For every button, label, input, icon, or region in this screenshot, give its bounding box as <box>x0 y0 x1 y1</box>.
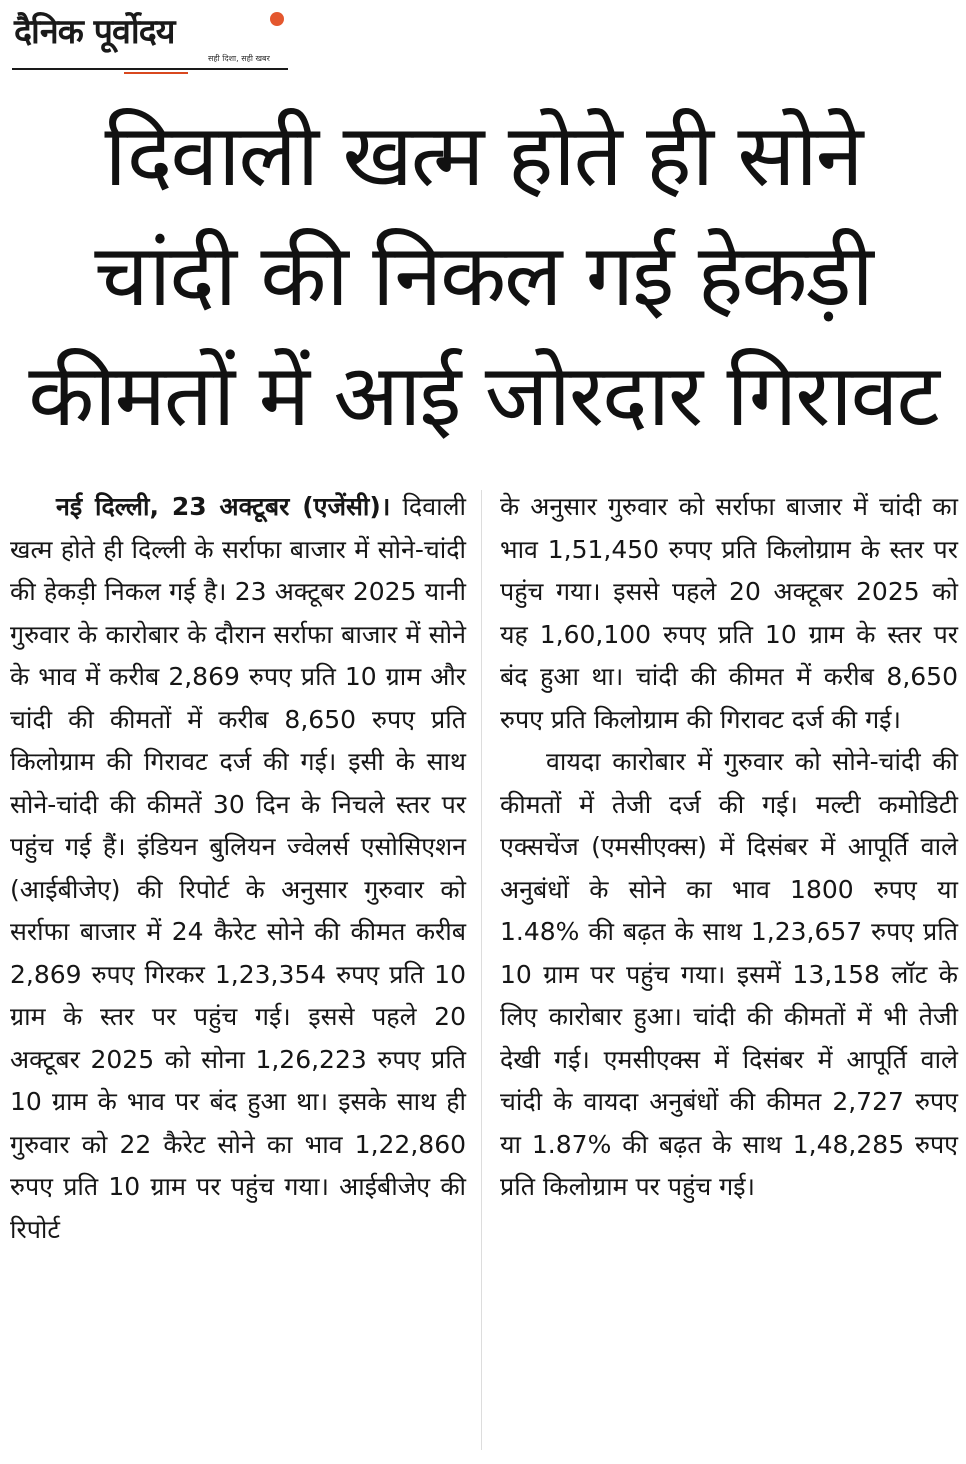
article-column-right <box>500 486 958 1209</box>
masthead-accent-line <box>124 72 188 74</box>
logo-dot-icon <box>270 12 284 26</box>
masthead-rule <box>12 68 288 70</box>
column-divider <box>481 490 482 1450</box>
article-paragraph-1 <box>10 486 466 1251</box>
article-column-left <box>10 486 466 1251</box>
newspaper-tagline: सही दिशा, सही खबर <box>208 54 270 63</box>
headline-line-2: चांदी की निकल गई हेकड़ी <box>94 226 872 326</box>
dateline: नई दिल्ली, 23 अक्टूबर (एजेंसी)। <box>56 492 391 521</box>
headline <box>0 96 966 456</box>
article-paragraph-1-continued: के अनुसार गुरुवार को सर्राफा बाजार में चांदी का भाव 1,51,450 रुपए प्रति किलोग्राम के स्तर पर पहुंच गया। इससे पहले 20 अक्टूबर 2025 को यह 1,60,100 रुपए प्रति 10 ग्राम के स्तर पर बंद हुआ था। चांदी की कीमत में करीब 8,650 रुपए प्रति किलोग्राम की गिरावट दर्ज की गई। <box>500 492 958 734</box>
headline-line-1: दिवाली खत्म होते ही सोने <box>104 106 862 206</box>
headline-line-3: कीमतों में आई जोरदार गिरावट <box>28 346 938 446</box>
article-paragraph-2: वायदा कारोबार में गुरुवार को सोने-चांदी की कीमतों में तेजी दर्ज की गई। मल्टी कमोडिटी एक्सचेंज (एमसीएक्स) में दिसंबर में आपूर्ति वाले अनुबंधों के सोने का भाव 1800 रुपए या 1.48% की बढ़त के साथ 1,23,657 रुपए प्रति 10 ग्राम पर पहुंच गया। इसमें 13,158 लॉट के लिए कारोबार हुआ। चांदी की कीमतों में भी तेजी देखी गई। एमसीएक्स में दिसंबर में आपूर्ति वाले चांदी के वायदा अनुबंधों की कीमत 2,727 रुपए या 1.87% की बढ़त के साथ 1,48,285 रुपए प्रति किलोग्राम पर पहुंच गई। <box>500 747 958 1201</box>
newspaper-name: दैनिक पूर्वोदय <box>14 12 175 52</box>
masthead <box>12 8 288 74</box>
article-paragraph-1-text: दिवाली खत्म होते ही दिल्ली के सर्राफा बाजार में सोने-चांदी की हेकड़ी निकल गई है। 23 अक्टूबर 2025 यानी गुरुवार के कारोबार के दौरान सर्राफा बाजार में सोने के भाव में करीब 2,869 रुपए प्रति 10 ग्राम और चांदी की कीमतों में करीब 8,650 रुपए प्रति किलोग्राम की गिरावट दर्ज की गई। इसी के साथ सोने-चांदी की कीमतें 30 दिन के निचले स्तर पर पहुंच गई हैं। इंडियन बुलियन ज्वेलर्स एसोसिएशन (आईबीजेए) की रिपोर्ट के अनुसार गुरुवार को सर्राफा बाजार में 24 कैरेट सोने की कीमत करीब 2,869 रुपए गिरकर 1,23,354 रुपए प्रति 10 ग्राम के स्तर पर पहुंच गई। इससे पहले 20 अक्टूबर 2025 को सोना 1,26,223 रुपए प्रति 10 ग्राम के भाव पर बंद हुआ था। इसके साथ ही गुरुवार को 22 कैरेट सोने का भाव 1,22,860 रुपए प्रति 10 ग्राम पर पहुंच गया। आईबीजेए की रिपोर्ट <box>10 492 466 1244</box>
